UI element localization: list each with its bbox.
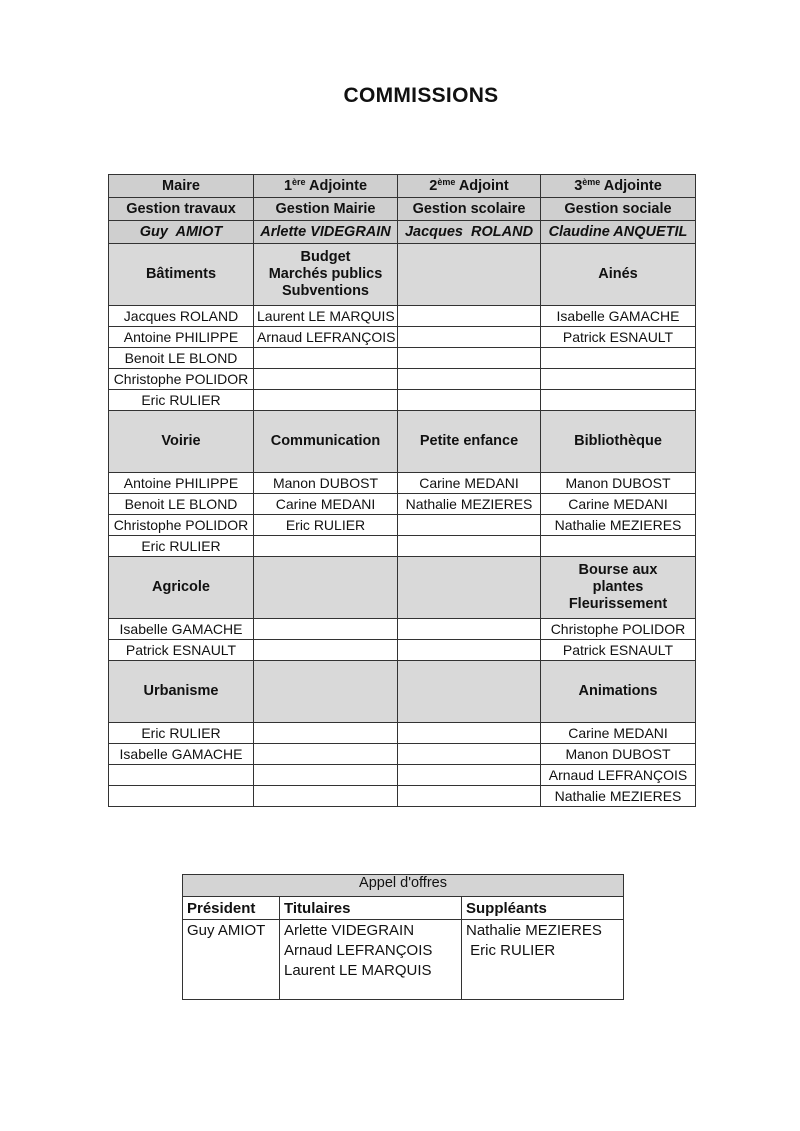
member-row [109,765,696,786]
responsible-cell: Claudine ANQUETIL [541,221,696,244]
member-cell [254,536,398,557]
member-cell [398,640,541,661]
member-cell: Carine MEDANI [541,723,696,744]
member-cell: Jacques ROLAND [109,306,254,327]
member-cell: Manon DUBOST [541,744,696,765]
member-cell [541,348,696,369]
member-cell [398,536,541,557]
responsible-row [109,221,696,244]
commission-title-cell [398,661,541,723]
member-cell [254,723,398,744]
commission-title-cell [398,557,541,619]
member-cell: Christophe POLIDOR [541,619,696,640]
member-cell: Eric RULIER [109,390,254,411]
member-cell: Nathalie MEZIERES [398,494,541,515]
commission-title: Communication [270,433,381,449]
commission-title: Animations [578,683,658,699]
member-row [109,327,696,348]
member-cell [398,306,541,327]
suppleants-header: Suppléants [462,897,624,920]
member-row [109,494,696,515]
responsible-cell: Guy AMIOT [109,221,254,244]
member-cell [541,369,696,390]
member-cell: Nathalie MEZIERES [541,786,696,807]
member-cell [398,390,541,411]
domain-cell: Gestion travaux [109,198,254,221]
suppleant-name: Eric RULIER [466,942,556,959]
appel-offres-table [182,874,624,1000]
domain-cell: Gestion Mairie [254,198,398,221]
commission-title: Bâtiments [145,266,217,282]
commission-title-cell [541,557,696,619]
domain-row [109,198,696,221]
member-cell [398,369,541,390]
commission-title-cell [398,411,541,473]
member-row [109,473,696,494]
member-cell: Carine MEDANI [541,494,696,515]
page-title: COMMISSIONS [343,84,499,107]
member-cell: Eric RULIER [109,723,254,744]
member-cell [254,640,398,661]
role-cell: 1ère Adjointe [254,175,398,198]
member-cell: Carine MEDANI [398,473,541,494]
member-cell: Christophe POLIDOR [109,369,254,390]
commissions-table [108,174,696,807]
commission-title-cell [254,661,398,723]
member-cell: Patrick ESNAULT [109,640,254,661]
commission-title-cell [109,244,254,306]
member-cell: Patrick ESNAULT [541,640,696,661]
member-row [109,390,696,411]
member-cell [254,390,398,411]
suppleants-cell [462,920,624,1000]
commission-title: Bibliothèque [574,433,662,449]
member-cell [254,369,398,390]
member-row [109,786,696,807]
member-cell: Antoine PHILIPPE [109,327,254,348]
member-row [109,723,696,744]
role-row [109,175,696,198]
member-cell: Manon DUBOST [541,473,696,494]
member-cell: Arnaud LEFRANÇOIS [541,765,696,786]
member-row [109,536,696,557]
member-row [109,369,696,390]
member-row [109,640,696,661]
suppleant-name: Nathalie MEZIERES [466,922,602,939]
member-cell: Antoine PHILIPPE [109,473,254,494]
titulaire-name: Laurent LE MARQUIS [284,962,432,979]
member-cell [254,786,398,807]
commission-title-cell [541,661,696,723]
member-cell [541,536,696,557]
member-cell: Eric RULIER [109,536,254,557]
member-cell [254,765,398,786]
member-cell: Benoit LE BLOND [109,494,254,515]
member-cell: Nathalie MEZIERES [541,515,696,536]
domain-cell: Gestion scolaire [398,198,541,221]
commission-title-row [109,411,696,473]
member-row [109,348,696,369]
commission-title-cell [254,244,398,306]
domain-cell: Gestion sociale [541,198,696,221]
commission-title-cell [254,557,398,619]
member-row [109,619,696,640]
commission-title-row [109,557,696,619]
member-cell [398,327,541,348]
member-cell [109,786,254,807]
role-cell: 2ème Adjoint [398,175,541,198]
titulaire-name: Arlette VIDEGRAIN [284,922,415,939]
commission-title: Ainés [598,266,638,282]
member-cell: Carine MEDANI [254,494,398,515]
member-cell: Isabelle GAMACHE [109,619,254,640]
commission-title-cell [541,411,696,473]
member-cell: Patrick ESNAULT [541,327,696,348]
commission-title: Budget Marchés publics Subventions [268,249,383,299]
commission-title-cell [109,661,254,723]
member-cell [254,619,398,640]
role-cell: Maire [109,175,254,198]
member-cell: Christophe POLIDOR [109,515,254,536]
member-cell [398,744,541,765]
titulaire-name: Arnaud LEFRANÇOIS [284,942,433,959]
member-cell [398,348,541,369]
responsible-cell: Arlette VIDEGRAIN [254,221,398,244]
member-cell [398,515,541,536]
member-cell [398,619,541,640]
member-cell: Manon DUBOST [254,473,398,494]
member-cell [398,786,541,807]
member-cell [398,723,541,744]
responsible-cell: Jacques ROLAND [398,221,541,244]
commission-title-row [109,661,696,723]
president-header: Président [183,897,280,920]
commission-title-cell [398,244,541,306]
member-row [109,515,696,536]
role-cell: 3ème Adjointe [541,175,696,198]
member-cell: Eric RULIER [254,515,398,536]
member-cell: Isabelle GAMACHE [541,306,696,327]
member-cell: Laurent LE MARQUIS [254,306,398,327]
commission-title-cell [109,557,254,619]
commission-title: Bourse aux plantes Fleurissement [568,562,668,612]
president-name: Guy AMIOT [187,922,266,939]
appel-offres-title: Appel d'offres [183,875,624,897]
commission-title: Voirie [161,433,201,449]
member-cell [541,390,696,411]
commission-title-row [109,244,696,306]
commission-title-cell [541,244,696,306]
member-cell [109,765,254,786]
commission-title: Agricole [151,579,210,595]
member-row [109,306,696,327]
titulaires-header: Titulaires [280,897,462,920]
president-cell [183,920,280,1000]
titulaires-cell [280,920,462,1000]
commission-title: Urbanisme [143,683,219,699]
member-cell: Isabelle GAMACHE [109,744,254,765]
commission-title-cell [109,411,254,473]
member-row [109,744,696,765]
member-cell: Benoit LE BLOND [109,348,254,369]
member-cell [254,348,398,369]
member-cell [398,765,541,786]
member-cell [254,744,398,765]
commission-title-cell [254,411,398,473]
commission-title: Petite enfance [419,433,519,449]
member-cell: Arnaud LEFRANÇOIS [254,327,398,348]
